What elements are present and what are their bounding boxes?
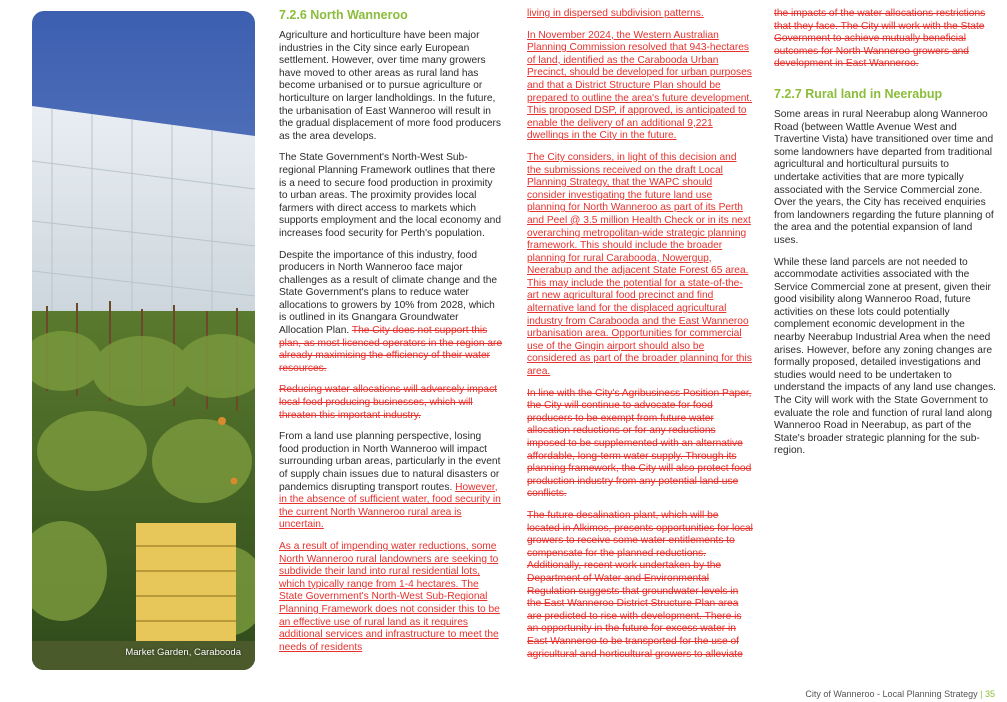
market-garden-illustration: [32, 11, 255, 670]
deleted-text: The City does not support this plan, as most licenced operators in the region are already maximising the efficiency of their water resources.: [279, 325, 503, 374]
heading-north-wanneroo: 7.2.6 North Wanneroo: [279, 8, 408, 22]
page-footer: [805, 689, 995, 699]
footer-title: City of Wanneroo - Local Planning Strategy: [805, 689, 978, 699]
added-paragraph: living in dispersed subdivision patterns.: [527, 8, 704, 19]
deleted-paragraph: the impacts of the water allocations restrictions that they face. The City will work with the State Government to achieve mutually beneficial outcomes for North Wanneroo growers and development in East Wanneroo.: [774, 8, 986, 70]
column-3: [774, 8, 996, 467]
paragraph: While these land parcels are not needed to accommodate activities associated with the Service Commercial zone at present, given their good visibility along Wanneroo Road, future activities on these lots could potentially complement economic development in the nearby Neerabup Industrial Area when the need arises. However, before any zoning changes are formally proposed, detailed investigations and studies would need to be undertaken to understand the impacts of any land use changes. The City will work with the State Government to evaluate the role and function of rural land along Wanneroo Road in Neerabup, as part of the State's broader strategic planning for the sub-region.: [774, 256, 997, 457]
paragraph: [279, 250, 503, 376]
heading-rural-land-neerabup: 7.2.7 Rural land in Neerabup: [774, 86, 943, 101]
paragraph: Agriculture and horticulture have been major industries in the City since early European settlement. However, over time many growers have moved to other areas as rural land has become urbanised or to pursue agriculture or horticulture on larger landholdings. In the future, the urbanisation of East Wanneroo will result in the gradual displacement of more food producers as the area develops.: [279, 30, 501, 142]
paragraph: Some areas in rural Neerabup along Wanneroo Road (between Wattle Avenue West and Travertine Vista) have transitioned over time and some landowners have departed from traditional agricultural and horticultural pursuits to undertake activities that are more typically associated with the Service Commercial zone. Over the years, the City has received enquiries from landowners regarding the future planning of the area and the potential expansion of land uses.: [774, 108, 994, 246]
plain-text: From a land use planning perspective, losing food production in North Wanneroo will impact surrounding urban areas, particularly in the event of supply chain issues due to natural disasters or pandemics disrupting transport routes.: [279, 431, 501, 493]
deleted-paragraph: The future desalination plant, which will be located in Alkimos, presents opportunities for local growers to receive some water entitlements to compensate for the planned reductions. Additionally, recent work undertaken by the Department of Water and Environmental Regulation suggests that groundwater levels in the East Wanneroo District Structure Plan area are predicted to rise with development. There is an opportunity in the future for excess water in East Wanneroo to be transported for the use of agricultural and horticultural growers to alleviate: [527, 509, 753, 660]
deleted-paragraph: In line with the City's Agribusiness Position Paper, the City will continue to advocate for food producers to be exempt from future water allocation reductions or for any reductions imposed to be supplemented with an alternative affordable, long-term water supply. Through its planning framework, the City will also protect food production industry from any potential land use conflicts.: [527, 387, 752, 500]
market-garden-photo: [32, 11, 255, 670]
added-paragraph: As a result of impending water reductions, some North Wanneroo rural landowners are seeking to subdivide their land into rural residential lots, which typically range from 1-4 hectares. The State Government's North-West Sub-Regional Planning Framework does not consider this to be an effective use of rural land as it requires additional services and infrastructure to meet the needs of residents: [279, 540, 500, 653]
deleted-paragraph: Reducing water allocations will adversely impact local food producing businesses, which will threaten this important industry.: [279, 384, 497, 421]
photo-caption: Market Garden, Carabooda: [125, 647, 241, 658]
column-2: [527, 8, 753, 670]
column-1: [279, 8, 503, 663]
paragraph: The State Government's North-West Sub-regional Planning Framework outlines that there is a need to secure food production in proximity to urban areas. The proximity provides local farmers with direct access to markets which supports employment and the local economy and increases food security for Perth's population.: [279, 152, 501, 239]
plain-text: Despite the importance of this industry, food producers in North Wanneroo face major challenges as a result of climate change and the State Government's plans to reduce water allocations to growers by 10% from 2028, which is outlined in its Gnangara Groundwater Allocation Plan.: [279, 249, 498, 337]
added-paragraph: In November 2024, the Western Australian Planning Commission resolved that 943-hectares of land, identified as the Carabooda Urban Precinct, should be developed for urban purposes and that a District Structure Plan should be prepared to outline the area's future development. This proposed DSP, if approved, is anticipated to enable the delivery of an additional 9,221 dwellings in the City in the future.: [527, 29, 753, 142]
added-text: However, in the absence of sufficient water, food security in the current North Wanneroo rural area is uncertain.: [279, 481, 501, 531]
paragraph: [279, 431, 503, 532]
page-number: | 35: [980, 689, 995, 699]
added-paragraph: The City considers, in light of this decision and the submissions received on the draft Local Planning Strategy, that the WAPC should consider investigating the future land use planning for North Wanneroo as part of its Perth and Peel @ 3.5 million Health Check or in its next overarching metropolitan-wide strategic planning framework. This should include the broader planning for rural Carabooda, Nowergup, Neerabup and the adjacent State Forest 65 area. This may include the potential for a state-of-the-art new agricultural food precinct and find alternative land for the displaced agricultural industry from Carabooda and the East Wanneroo urbanisation area. Opportunities for commercial use of the Gingin airport should also be considered as part of the broader planning for this area.: [527, 151, 752, 378]
